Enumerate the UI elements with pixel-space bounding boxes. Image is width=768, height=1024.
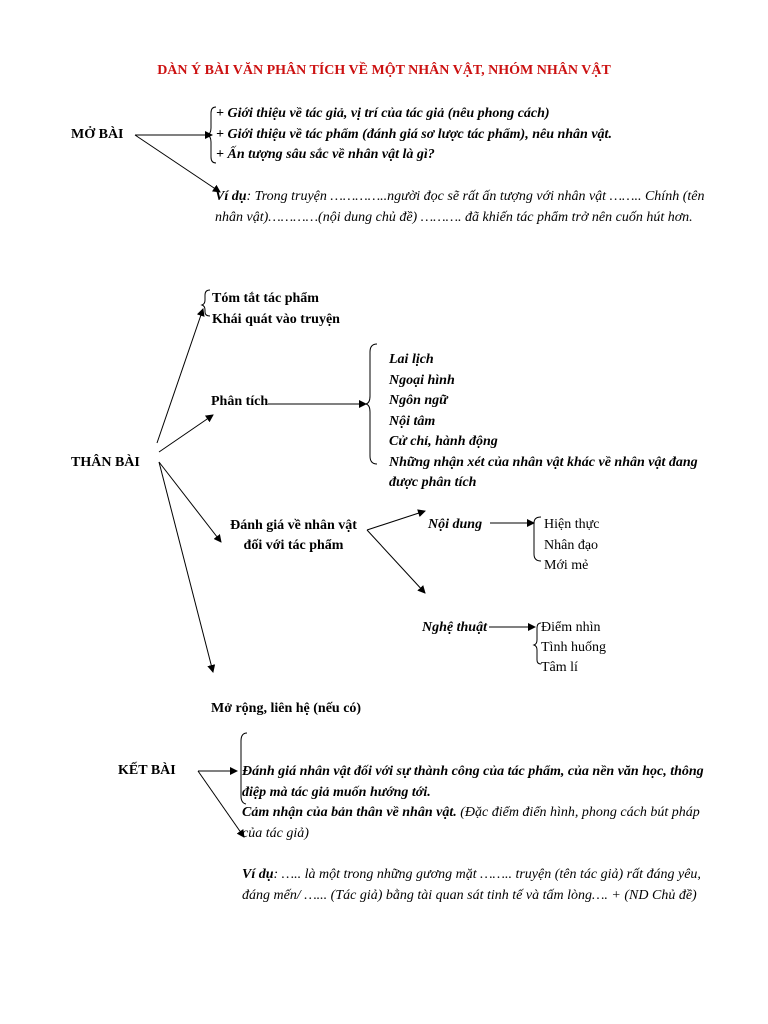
extension-label: Mở rộng, liên hệ (nếu có) xyxy=(211,701,362,716)
evaluation-arrow-content xyxy=(367,511,425,530)
mo-bai-arrow-2 xyxy=(135,135,220,192)
analysis-brace xyxy=(366,344,377,464)
content-item: Nhân đạo xyxy=(544,538,599,553)
evaluation-arrow-art xyxy=(367,530,425,593)
analysis-item: Ngoại hình xyxy=(389,373,455,388)
summary-item-1: Tóm tắt tác phẩm xyxy=(212,291,319,306)
ket-bai-label: KẾT BÀI xyxy=(118,763,176,778)
ket-bai-item-1: Đánh giá nhân vật đối với sự thành công của tác phẩm, của nền văn học, thông điệp mà tác giả muốn hướng tới. xyxy=(242,764,704,800)
content-label: Nội dung xyxy=(428,517,483,532)
ket-bai-example: Ví dụ: ….. là một trong những gương mặt …….. truyện (tên tác giả) rất đáng yêu, đáng mến/ …... (Tác giả) bằng tài quan sát tinh tế và tấm lòng…. + (ND Chủ đề) xyxy=(242,867,701,903)
art-label: Nghệ thuật xyxy=(422,620,487,635)
analysis-item: được phân tích xyxy=(389,475,477,490)
art-item: Tâm lí xyxy=(541,660,578,675)
evaluation-label-line1: Đánh giá về nhân vật xyxy=(230,518,357,533)
summary-item-2: Khái quát vào truyện xyxy=(212,312,340,327)
analysis-label: Phân tích xyxy=(211,394,269,409)
than-bai-arrow-summary xyxy=(157,309,203,443)
analysis-item: Nội tâm xyxy=(389,414,436,429)
mo-bai-item-1: + Giới thiệu về tác giả, vị trí của tác giả (nêu phong cách) xyxy=(216,106,550,121)
analysis-item: Cử chỉ, hành động xyxy=(389,434,498,449)
art-item: Điểm nhìn xyxy=(541,620,601,635)
than-bai-arrow-analysis xyxy=(159,415,213,452)
mo-bai-label: MỞ BÀI xyxy=(71,127,124,142)
summary-brace xyxy=(202,290,210,316)
than-bai-label: THÂN BÀI xyxy=(71,455,140,470)
page-title: DÀN Ý BÀI VĂN PHÂN TÍCH VỀ MỘT NHÂN VẬT, NHÓM NHÂN VẬT xyxy=(157,63,611,78)
ket-bai-arrow-2 xyxy=(198,771,244,837)
art-item: Tình huống xyxy=(541,640,606,655)
analysis-item: Những nhận xét của nhân vật khác về nhân vật đang xyxy=(389,455,698,470)
content-brace xyxy=(534,517,541,561)
than-bai-arrow-evaluation xyxy=(159,462,221,542)
mo-bai-item-2: + Giới thiệu về tác phẩm (đánh giá sơ lược tác phẩm), nêu nhân vật. xyxy=(216,127,612,142)
mo-bai-example: Ví dụ: Trong truyện …………..người đọc sẽ rất ấn tượng với nhân vật …….. Chính (tên nhân vật)…………(nội dung chủ đề) ………. đã khiến tác phẩm trở nên cuốn hút hơn. xyxy=(215,189,705,225)
evaluation-label-line2: đối với tác phẩm xyxy=(243,538,344,553)
art-brace xyxy=(534,623,541,664)
analysis-item: Lai lịch xyxy=(389,352,434,367)
ket-bai-item-2: Cảm nhận của bản thân về nhân vật. (Đặc điểm điển hình, phong cách bút pháp của tác giả) xyxy=(242,805,700,841)
content-item: Mới mẻ xyxy=(544,558,589,573)
than-bai-arrow-extension xyxy=(159,462,213,672)
mo-bai-item-3: + Ấn tượng sâu sắc về nhân vật là gì? xyxy=(216,147,435,162)
analysis-item: Ngôn ngữ xyxy=(389,393,448,408)
content-item: Hiện thực xyxy=(544,517,600,532)
